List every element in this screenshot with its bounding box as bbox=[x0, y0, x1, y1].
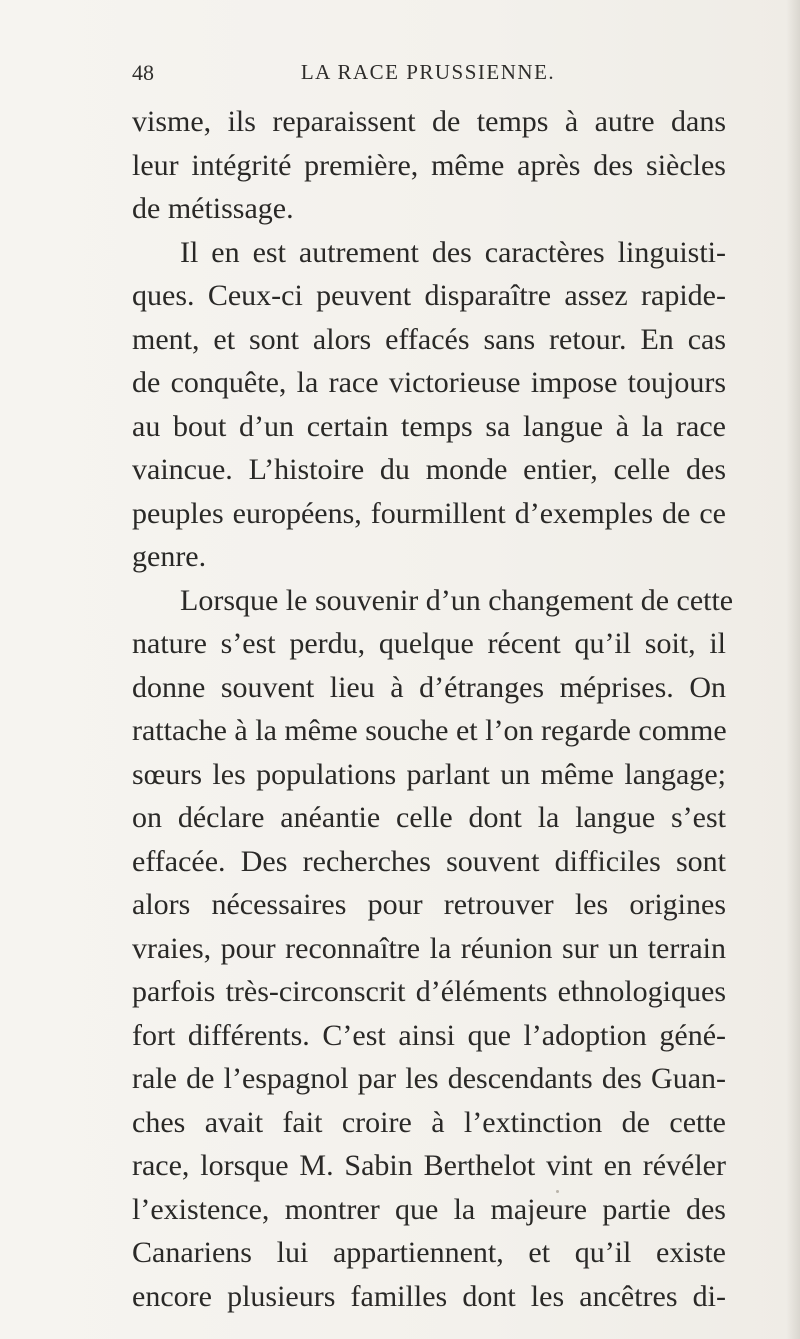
body-text bbox=[132, 100, 734, 1318]
text-line: leur intégrité première, même après des siècles bbox=[132, 148, 726, 182]
text-line: Canariens lui appartiennent, et qu’il existe bbox=[132, 1236, 726, 1269]
text-line: l’existence, montrer que la majeure partie des bbox=[132, 1192, 726, 1226]
text-line: parfois très-circonscrit d’éléments ethnologiques bbox=[132, 975, 726, 1008]
running-head bbox=[132, 60, 724, 96]
text-line: peuples européens, fourmillent d’exemples de ce bbox=[132, 496, 726, 530]
text-line: ques. Ceux-ci peuvent disparaître assez rapide- bbox=[132, 279, 726, 312]
text-line: rattache à la même souche et l’on regarde comme bbox=[132, 714, 727, 747]
text-line: vaincue. L’histoire du monde entier, celle des bbox=[132, 453, 726, 486]
page-edge-shadow bbox=[786, 0, 800, 1339]
text-line: vraies, pour reconnaître la réunion sur un terrain bbox=[132, 931, 726, 965]
text-line: Il en est autrement des caractères linguisti- bbox=[180, 235, 726, 269]
text-line: donne souvent lieu à d’étranges méprises. On bbox=[132, 670, 726, 704]
text-line: alors nécessaires pour retrouver les origines bbox=[132, 888, 726, 921]
text-line: au bout d’un certain temps sa langue à la race bbox=[132, 409, 726, 443]
text-line: visme, ils reparaissent de temps à autre dans bbox=[132, 105, 726, 138]
text-line: fort différents. C’est ainsi que l’adoption géné- bbox=[132, 1018, 726, 1052]
text-line: race, lorsque M. Sabin Berthelot vint en révéler bbox=[132, 1149, 726, 1182]
text-line: on déclare anéantie celle dont la langue s’est bbox=[132, 801, 726, 834]
text-line: effacée. Des recherches souvent difficiles sont bbox=[132, 844, 726, 878]
text-line: nature s’est perdu, quelque récent qu’il soit, il bbox=[132, 627, 726, 660]
text-line: de métissage. bbox=[132, 192, 294, 225]
text-line: rale de l’espagnol par les descendants des Guan- bbox=[132, 1062, 726, 1095]
text-line: encore plusieurs familles dont les ancêtres di- bbox=[132, 1279, 726, 1313]
page-number: 48 bbox=[132, 60, 154, 85]
text-line: ment, et sont alors effacés sans retour. En cas bbox=[132, 322, 726, 356]
text-line: sœurs les populations parlant un même langage; bbox=[132, 757, 726, 791]
paper-speck bbox=[556, 1190, 559, 1193]
running-title: LA RACE PRUSSIENNE. bbox=[300, 60, 556, 84]
text-line: ches avait fait croire à l’extinction de cette bbox=[132, 1105, 726, 1139]
text-line: Lorsque le souvenir d’un changement de cette bbox=[180, 583, 734, 617]
text-line: genre. bbox=[132, 540, 207, 573]
text-line: de conquête, la race victorieuse impose toujours bbox=[132, 366, 726, 399]
